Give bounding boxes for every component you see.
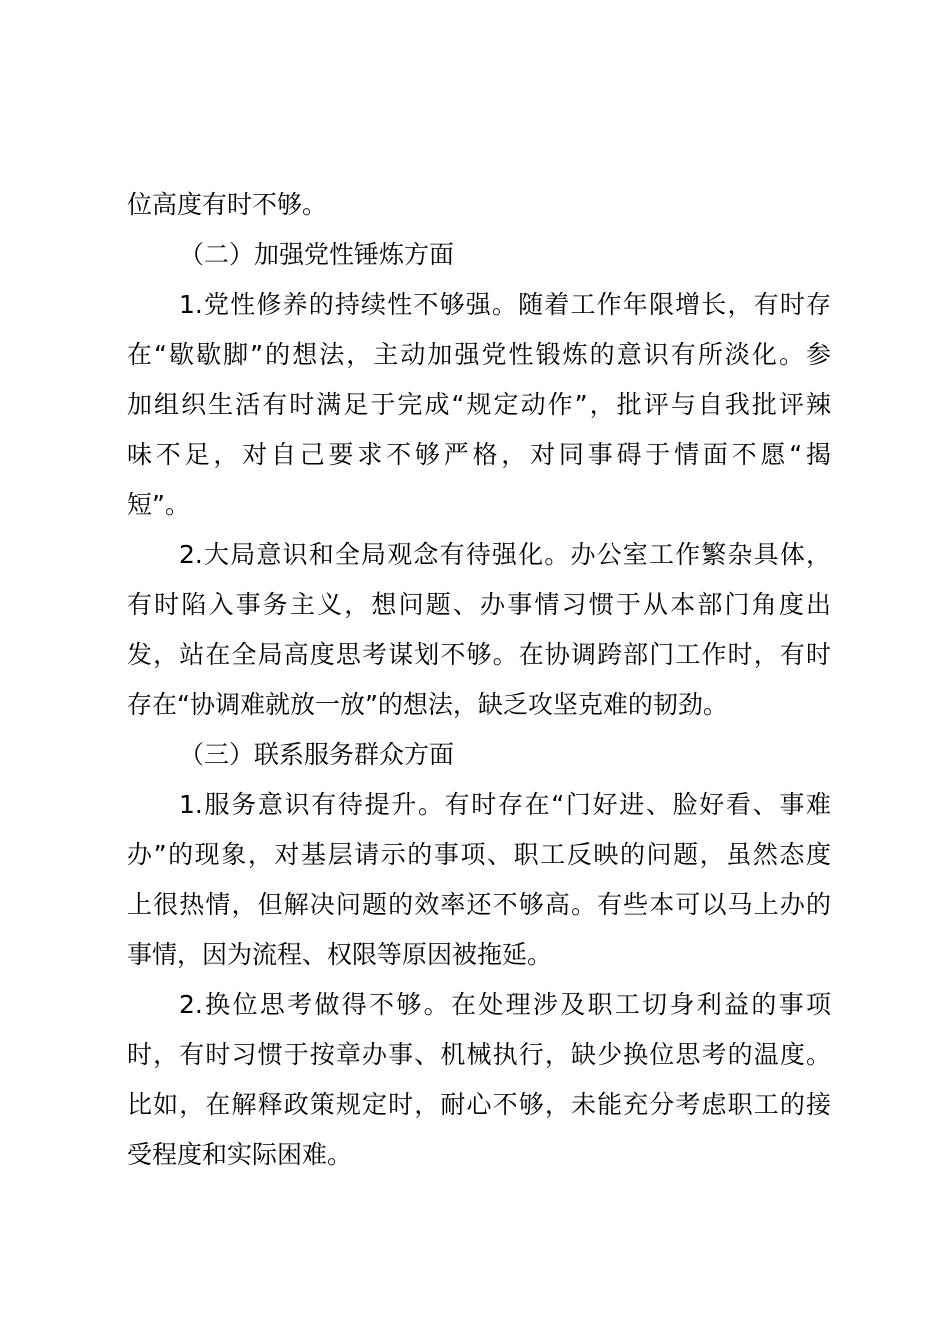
paragraph-line: 在“歇歇脚”的想法，主动加强党性锻炼的意识有所淡化。参 — [127, 340, 831, 369]
paragraph-line: 发，站在全局高度思考谋划不够。在协调跨部门工作时，有时 — [127, 640, 831, 669]
paragraph-line: 短”。 — [127, 490, 190, 519]
section-heading: （二）加强党性锤炼方面 — [179, 240, 455, 269]
paragraph-line: 比如，在解释政策规定时，耐心不够，未能充分考虑职工的接 — [127, 1090, 831, 1119]
paragraph-line: 1.服务意识有待提升。有时存在“门好进、脸好看、事难 — [179, 790, 831, 819]
paragraph-line: 受程度和实际困难。 — [127, 1140, 353, 1169]
paragraph-line: 加组织生活有时满足于完成“规定动作”，批评与自我批评辣 — [127, 390, 831, 419]
document-page — [127, 180, 831, 1180]
paragraph-line: 存在“协调难就放一放”的想法，缺乏攻坚克难的韧劲。 — [127, 690, 728, 719]
paragraph-line: 时，有时习惯于按章办事、机械执行，缺少换位思考的温度。 — [127, 1040, 831, 1069]
paragraph-line: 1.党性修养的持续性不够强。随着工作年限增长，有时存 — [179, 290, 831, 319]
paragraph-line: 上很热情，但解决问题的效率还不够高。有些本可以马上办的 — [127, 890, 831, 919]
paragraph-line: 2.换位思考做得不够。在处理涉及职工切身利益的事项 — [179, 990, 831, 1019]
paragraph-line: 有时陷入事务主义，想问题、办事情习惯于从本部门角度出 — [127, 590, 831, 619]
paragraph-line: 事情，因为流程、权限等原因被拖延。 — [127, 940, 553, 969]
paragraph-line: 位高度有时不够。 — [127, 190, 328, 219]
paragraph-line: 2.大局意识和全局观念有待强化。办公室工作繁杂具体， — [179, 540, 831, 569]
paragraph-line: 办”的现象，对基层请示的事项、职工反映的问题，虽然态度 — [127, 840, 831, 869]
paragraph-line: 味不足，对自己要求不够严格，对同事碍于情面不愿“揭 — [127, 440, 831, 469]
section-heading: （三）联系服务群众方面 — [179, 740, 455, 769]
